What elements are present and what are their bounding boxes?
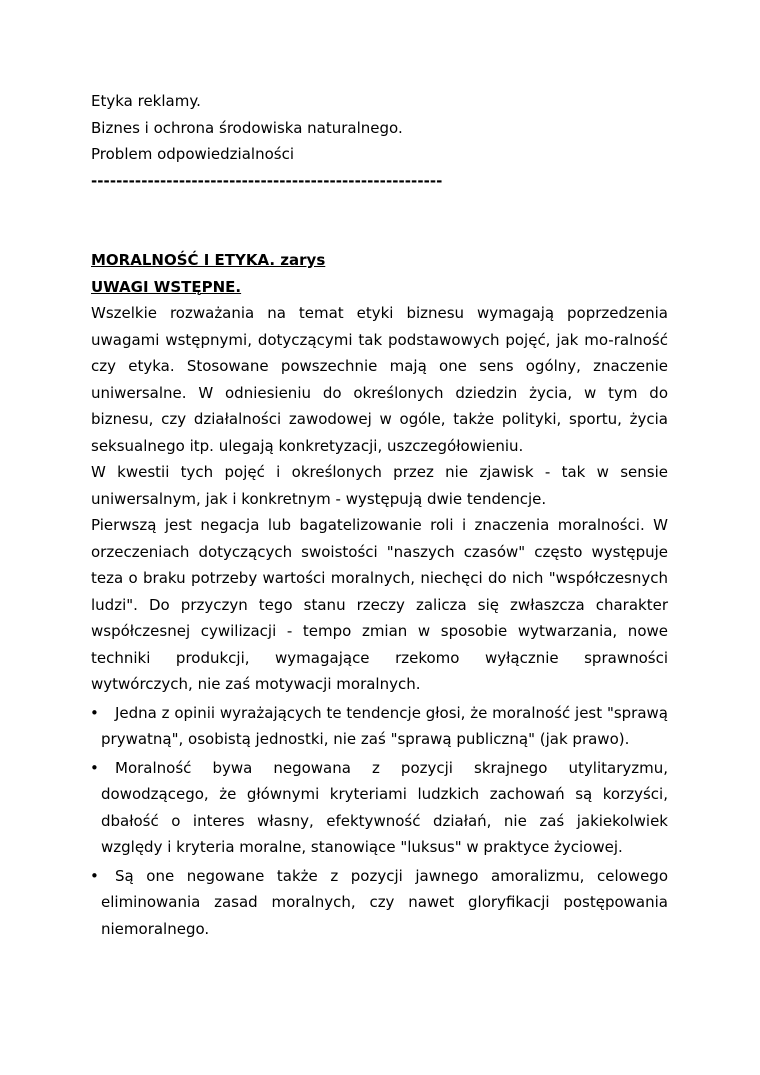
bullet-text-3: Są one negowane także z pozycji jawnego amoralizmu, celowego eliminowania zasad moralnych, czy nawet gloryfikacji postępowania niemoralnego.	[101, 866, 668, 938]
paragraph-3: Pierwszą jest negacja lub bagatelizowanie roli i znaczenia moralności. W orzeczeniach dotyczących swoistości "naszych czasów" często występuje teza o braku potrzeby wartości moralnych, niechęci do nich "współczesnych ludzi". Do przyczyn tego stanu rzeczy zalicza się zwłaszcza charakter współczesnej cywilizacji - tempo zmian w sposobie wytwarzania, nowe techniki produkcji, wymagające rzekomo wyłącznie sprawności wytwórczych, nie zaś motywacji moralnych.	[91, 516, 668, 693]
list-item	[91, 863, 668, 943]
bullet-text	[101, 700, 668, 753]
bullet-list	[91, 700, 668, 943]
paragraph-1: Wszelkie rozważania na temat etyki biznesu wymagają poprzedzenia uwagami wstępnymi, dotyczącymi tak podstawowych pojęć, jak mo-ralność czy etyka. Stosowane powszechnie mają one sens ogólny, znaczenie uniwersalne. W odniesieniu do określonych dziedzin życia, w tym do biznesu, czy działalności zawodowej w ogóle, także polityki, sportu, życia seksualnego itp. ulegają konkretyzacji, uszczegółowieniu.	[91, 304, 668, 455]
bullet-icon: •	[90, 866, 99, 885]
bullet-icon: •	[90, 758, 99, 777]
list-item	[91, 700, 668, 753]
bullet-text-1: Jedna z opinii wyrażających te tendencje głosi, że moralność jest "sprawą prywatną", osobistą jednostki, nie zaś "sprawą publiczną" (jak prawo).	[101, 703, 668, 748]
bullet-text	[101, 863, 668, 943]
bullet-icon: •	[90, 703, 99, 722]
header-line-2: Biznes i ochrona środowiska naturalnego.	[91, 118, 403, 137]
header-line-3: Problem odpowiedzialności	[91, 145, 294, 163]
document-page	[91, 88, 668, 943]
dashed-rule: --------------------------------------------------------	[91, 171, 443, 190]
paragraph-2: W kwestii tych pojęć i określonych przez nie zjawisk - tak w sensie uniwersalnym, jak i konkretnym - występują dwie tendencje.	[91, 463, 668, 508]
list-item	[91, 755, 668, 861]
section-title: MORALNOŚĆ I ETYKA. zarys	[91, 251, 326, 269]
bullet-text-2: Moralność bywa negowana z pozycji skrajnego utylitaryzmu, dowodzącego, że głównymi kryteriami ludzkich zachowań są korzyści, dbałość o interes własny, efektywność działań, nie zaś jakiekolwiek względy i kryteria moralne, stanowiące "luksus" w praktyce życiowej.	[101, 758, 668, 856]
bullet-text	[101, 755, 668, 861]
section-subtitle: UWAGI WSTĘPNE.	[91, 277, 242, 296]
header-line-1: Etyka reklamy.	[91, 92, 201, 110]
spacer	[91, 194, 668, 247]
